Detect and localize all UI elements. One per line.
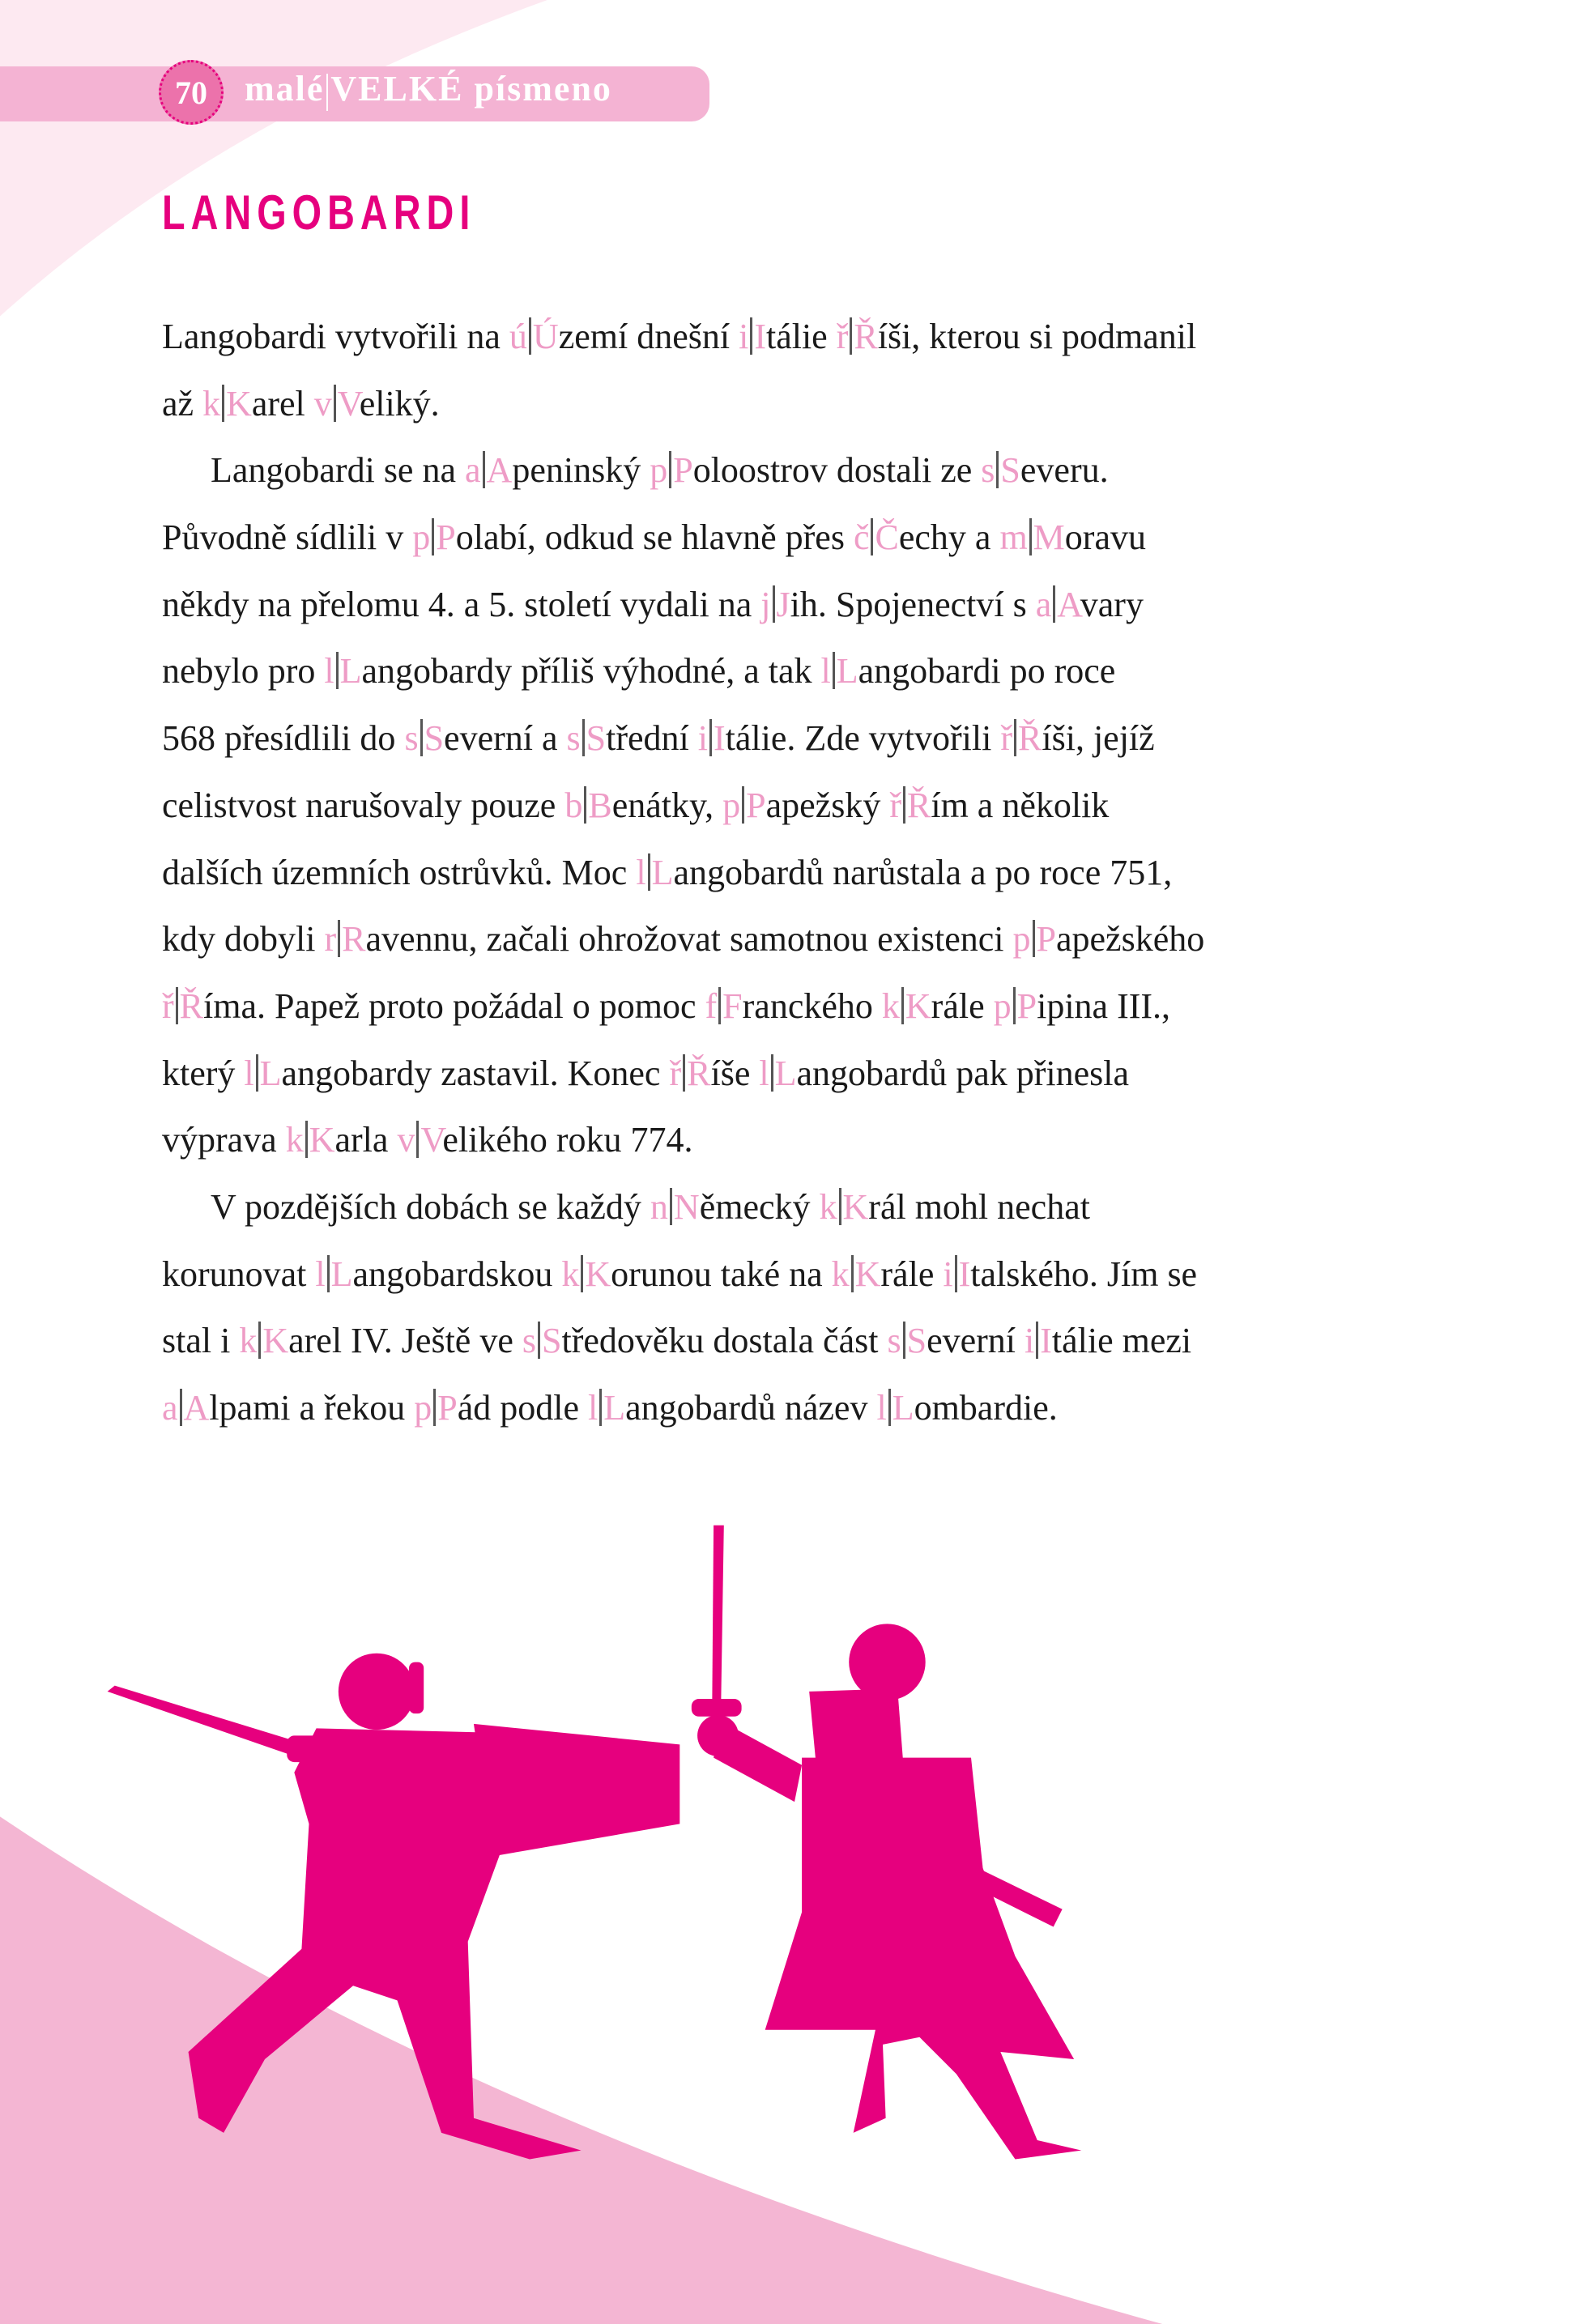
- uppercase-option: R: [342, 919, 366, 960]
- text-segment: oloostrov dostali ze: [692, 450, 982, 491]
- lowercase-option: ú: [509, 317, 527, 356]
- uppercase-option: I: [958, 1254, 971, 1294]
- uppercase-option: M: [1033, 517, 1065, 558]
- left-warrior-silhouette: [108, 1654, 680, 2160]
- text-segment: výprava: [162, 1120, 286, 1160]
- uppercase-option: V: [337, 383, 360, 424]
- text-segment: korunovat: [162, 1254, 316, 1294]
- text-segment: nebylo pro: [162, 651, 325, 692]
- lowercase-option: i: [697, 718, 708, 759]
- text-segment: stal i: [162, 1321, 240, 1361]
- lowercase-option: v: [313, 383, 332, 424]
- lowercase-option: s: [404, 718, 419, 759]
- uppercase-option: Ř: [1018, 718, 1042, 759]
- text-segment: ipina III.,: [1037, 985, 1171, 1026]
- lowercase-option: k: [819, 1186, 837, 1227]
- text-segment: angobardů pak přinesla: [796, 1053, 1130, 1093]
- lowercase-option: m: [999, 517, 1028, 558]
- text-segment: třední: [606, 718, 698, 759]
- text-segment: Langobardi vytvořili na: [162, 317, 509, 356]
- text-segment: ih. Spojenectví s: [790, 584, 1036, 624]
- text-segment: rále: [931, 985, 994, 1026]
- text-segment: kdy dobyli: [162, 919, 325, 960]
- lowercase-option: k: [285, 1120, 304, 1160]
- lowercase-option: k: [202, 383, 221, 424]
- text-segment: až: [162, 383, 203, 424]
- uppercase-option: L: [892, 1388, 914, 1428]
- text-segment: ím a několik: [931, 785, 1110, 825]
- uppercase-option: P: [437, 1388, 458, 1428]
- uppercase-option: V: [420, 1120, 443, 1160]
- text-segment: rále: [880, 1254, 944, 1294]
- uppercase-option: S: [1000, 450, 1020, 491]
- lowercase-option: ř: [669, 1053, 682, 1093]
- text-segment: avennu, začali ohrožovat samotnou existenci: [365, 919, 1013, 960]
- uppercase-option: I: [1040, 1321, 1052, 1361]
- uppercase-option: F: [722, 985, 743, 1026]
- text-segment: V pozdějších dobách se každý: [211, 1186, 650, 1227]
- uppercase-option: L: [774, 1053, 797, 1093]
- lowercase-option: k: [239, 1321, 258, 1361]
- lowercase-option: s: [887, 1321, 901, 1361]
- uppercase-option: K: [854, 1254, 881, 1294]
- lowercase-option: s: [522, 1321, 536, 1361]
- lowercase-option: k: [561, 1254, 580, 1294]
- text-segment: 568 přesídlili do: [162, 718, 405, 759]
- lowercase-option: a: [1035, 584, 1052, 624]
- lowercase-option: f: [705, 985, 718, 1026]
- lowercase-option: k: [831, 1254, 850, 1294]
- uppercase-option: A: [1057, 584, 1080, 624]
- lowercase-option: l: [759, 1053, 769, 1093]
- text-segment: íši, kterou si podmanil: [877, 317, 1197, 356]
- header-title-upper: VELKÉ: [330, 69, 464, 109]
- right-shield: [809, 1688, 903, 1769]
- header-title-rest: písmeno: [474, 69, 612, 109]
- uppercase-option: Ř: [854, 317, 878, 356]
- lowercase-option: l: [244, 1053, 254, 1093]
- uppercase-option: K: [309, 1120, 335, 1160]
- uppercase-option: L: [330, 1254, 353, 1294]
- text-segment: íše: [710, 1053, 760, 1093]
- text-segment: apežského: [1056, 919, 1205, 960]
- uppercase-option: I: [714, 718, 726, 759]
- text-segment: vary: [1080, 584, 1144, 624]
- uppercase-option: P: [436, 517, 456, 558]
- text-segment: ěmecký: [699, 1186, 820, 1227]
- text-segment: ranckého: [742, 985, 882, 1026]
- text-segment: tálie. Zde vytvořili: [725, 718, 1001, 759]
- text-segment: angobardů narůstala a po roce 751,: [673, 852, 1173, 892]
- lowercase-option: a: [465, 450, 481, 491]
- text-segment: tředověku dostala část: [561, 1321, 888, 1361]
- lowercase-option: l: [324, 651, 334, 692]
- lowercase-option: p: [412, 517, 431, 558]
- text-segment: peninský: [512, 450, 650, 491]
- uppercase-option: J: [776, 584, 790, 624]
- lowercase-option: ř: [1000, 718, 1013, 759]
- text-segment: Původně sídlili v: [162, 517, 413, 558]
- lowercase-option: i: [943, 1254, 953, 1294]
- uppercase-option: Ř: [906, 785, 931, 825]
- uppercase-option: P: [1016, 985, 1037, 1026]
- uppercase-option: L: [836, 651, 858, 692]
- uppercase-option: S: [424, 718, 445, 759]
- text-segment: everní: [927, 1321, 1025, 1361]
- lowercase-option: p: [414, 1388, 432, 1428]
- text-segment: angobardy zastavil. Konec: [281, 1053, 670, 1093]
- lowercase-option: ř: [836, 317, 849, 356]
- text-segment: zemí dnešní: [558, 317, 739, 356]
- text-segment: tálie: [765, 317, 837, 356]
- uppercase-option: B: [588, 785, 612, 825]
- text-segment: arel IV. Ještě ve: [288, 1321, 522, 1361]
- uppercase-option: L: [339, 651, 362, 692]
- lowercase-option: i: [1025, 1321, 1035, 1361]
- text-segment: arla: [334, 1120, 398, 1160]
- text-segment: ombardie.: [914, 1388, 1058, 1428]
- text-segment: orunou také na: [611, 1254, 832, 1294]
- lowercase-option: l: [820, 651, 831, 692]
- uppercase-option: K: [262, 1321, 289, 1361]
- lowercase-option: a: [162, 1388, 178, 1428]
- lowercase-option: p: [993, 985, 1012, 1026]
- lowercase-option: b: [564, 785, 583, 825]
- text-segment: angobardy příliš výhodné, a tak: [361, 651, 821, 692]
- right-sword: [712, 1526, 724, 1709]
- text-segment: rál mohl nechat: [868, 1186, 1090, 1227]
- uppercase-option: K: [226, 383, 252, 424]
- text-segment: Langobardi se na: [211, 450, 465, 491]
- uppercase-option: Ř: [179, 985, 204, 1026]
- uppercase-option: K: [905, 985, 931, 1026]
- lowercase-option: p: [650, 450, 668, 491]
- lowercase-option: č: [853, 517, 870, 558]
- lowercase-option: k: [881, 985, 900, 1026]
- lowercase-option: l: [315, 1254, 326, 1294]
- uppercase-option: L: [651, 852, 674, 892]
- lowercase-option: l: [588, 1388, 599, 1428]
- header-title-lower: malé: [245, 69, 325, 109]
- text-segment: olabí, odkud se hlavně přes: [455, 517, 854, 558]
- text-segment: dalších územních ostrůvků. Moc: [162, 852, 637, 892]
- text-segment: echy a: [898, 517, 1000, 558]
- lowercase-option: j: [760, 584, 771, 624]
- text-segment: angobardskou: [352, 1254, 562, 1294]
- text-segment: íma. Papež proto požádal o pomoc: [203, 985, 705, 1026]
- lowercase-option: p: [722, 785, 741, 825]
- uppercase-option: A: [486, 450, 513, 491]
- page-title: LANGOBARDI: [162, 185, 476, 240]
- text-segment: ád podle: [457, 1388, 589, 1428]
- uppercase-option: L: [259, 1053, 282, 1093]
- uppercase-option: P: [746, 785, 766, 825]
- uppercase-option: Ř: [687, 1053, 711, 1093]
- left-shield: [474, 1724, 679, 1856]
- text-segment: everu.: [1020, 450, 1109, 491]
- left-sword: [108, 1686, 302, 1758]
- uppercase-option: K: [585, 1254, 611, 1294]
- text-segment: eliký.: [359, 383, 440, 424]
- uppercase-option: P: [1036, 919, 1056, 960]
- lowercase-option: l: [876, 1388, 887, 1428]
- uppercase-option: S: [541, 1321, 562, 1361]
- text-segment: íši, jejíž: [1042, 718, 1155, 759]
- text-segment: lpami a řekou: [209, 1388, 415, 1428]
- text-segment: arel: [251, 383, 314, 424]
- page-number-badge: 70: [159, 60, 224, 125]
- uppercase-option: A: [183, 1388, 210, 1428]
- text-segment: celistvost narušovaly pouze: [162, 785, 565, 825]
- uppercase-option: K: [842, 1186, 869, 1227]
- lowercase-option: v: [397, 1120, 415, 1160]
- lowercase-option: s: [566, 718, 581, 759]
- uppercase-option: Ú: [532, 317, 559, 356]
- uppercase-option: I: [754, 317, 766, 356]
- lowercase-option: n: [650, 1186, 668, 1227]
- text-segment: enátky,: [611, 785, 723, 825]
- uppercase-option: P: [673, 450, 693, 491]
- lowercase-option: p: [1012, 919, 1031, 960]
- text-segment: angobardů název: [625, 1388, 877, 1428]
- uppercase-option: L: [603, 1388, 626, 1428]
- text-segment: apežský: [765, 785, 890, 825]
- lowercase-option: l: [636, 852, 646, 892]
- text-segment: někdy na přelomu 4. a 5. století vydali na: [162, 584, 761, 624]
- text-segment: angobardi po roce: [858, 651, 1116, 692]
- lowercase-option: i: [739, 317, 749, 356]
- text-segment: elikého roku 774.: [442, 1120, 693, 1160]
- text-segment: everní a: [444, 718, 567, 759]
- uppercase-option: Č: [875, 517, 899, 558]
- uppercase-option: S: [586, 718, 607, 759]
- uppercase-option: N: [673, 1186, 700, 1227]
- lowercase-option: ř: [162, 985, 174, 1026]
- text-segment: který: [162, 1053, 245, 1093]
- right-warrior-silhouette: [692, 1526, 1081, 2160]
- uppercase-option: S: [906, 1321, 927, 1361]
- lowercase-option: ř: [889, 785, 901, 825]
- lowercase-option: s: [981, 450, 995, 491]
- text-segment: oravu: [1064, 517, 1146, 558]
- lowercase-option: r: [324, 919, 337, 960]
- text-segment: tálie mezi: [1051, 1321, 1192, 1361]
- text-segment: talského. Jím se: [970, 1254, 1198, 1294]
